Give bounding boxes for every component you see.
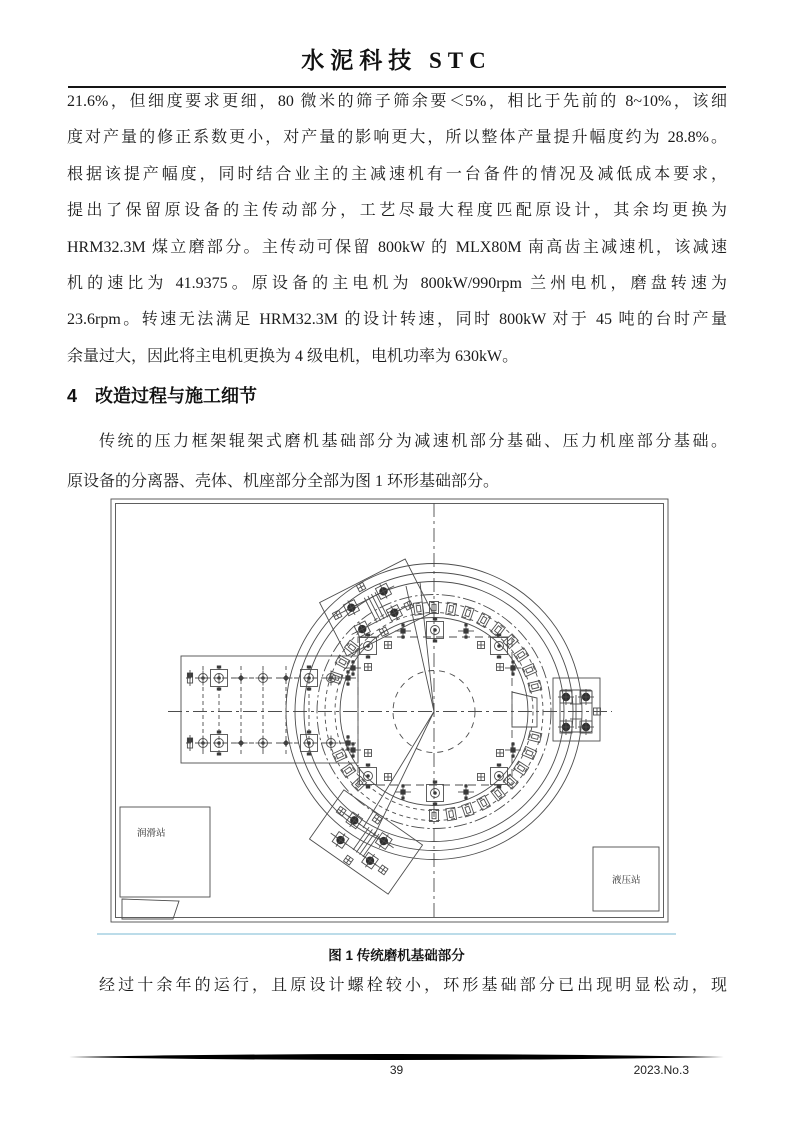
paragraph-3 <box>67 966 727 1006</box>
figure-divider-line <box>97 933 676 935</box>
body-line: 根据该提产幅度，同时结合业主的主减速机有一台备件的情况及减低成本要求， <box>67 165 727 183</box>
body-line: 余量过大，因此将主电机更换为 4 级电机，电机功率为 630kW。 <box>67 347 519 365</box>
body-line: HRM32.3M 煤立磨部分。主传动可保留 800kW 的 MLX80M 南高齿主减速机，该减速 <box>67 238 727 256</box>
footer-bar-shape <box>60 1050 733 1064</box>
footer-issue-label: 2023.No.3 <box>633 1063 689 1077</box>
lubrication-station-box <box>120 807 210 919</box>
paragraph-1 <box>67 84 727 375</box>
journal-title: 水泥科技 STC <box>301 48 492 73</box>
body-line: 度对产量的修正系数更小，对产量的影响更大，所以整体产量提升幅度约为 28.8%。 <box>67 129 727 147</box>
body-line: 传统的压力框架辊架式磨机基础部分为减速机部分基础、压力机座部分基础。 <box>99 433 727 450</box>
section-number: 4 <box>67 386 78 406</box>
body-line: 经过十余年的运行，且原设计螺栓较小，环形基础部分已出现明显松动，现 <box>99 977 727 994</box>
lower-left-anchor-group <box>309 790 422 894</box>
paragraph-2 <box>67 422 727 502</box>
footer-bar <box>60 1050 733 1064</box>
figure-outer-border <box>111 499 668 922</box>
body-line: 提出了保留原设备的主传动部分，工艺尽最大程度匹配原设计，其余均更换为 <box>67 202 727 220</box>
body-line: 21.6%，但细度要求更细，80 微米的筛子筛余要＜5%，相比于先前的 8~10%，该细 <box>67 93 727 110</box>
lubrication-station-label: 润滑站 <box>137 829 166 839</box>
figure-1 <box>105 495 680 927</box>
right-bolt-assembly <box>553 678 601 741</box>
body-line: 23.6rpm。转速无法满足 HRM32.3M 的设计转速，同时 800kW 对于 45 吨的台时产量 <box>67 311 727 329</box>
wedge-leader-lines <box>363 582 434 836</box>
section-heading <box>67 380 257 412</box>
figure-inner-border <box>116 504 664 918</box>
body-line: 机的速比为 41.9375。原设备的主电机为 800kW/990rpm 兰州电机，磨盘转速为 <box>67 274 727 292</box>
hydraulic-station-label: 液压站 <box>612 876 641 886</box>
section-title: 改造过程与施工细节 <box>95 386 258 406</box>
figure-caption: 图 1 传统磨机基础部分 <box>328 948 465 963</box>
figure-1-drawing <box>105 495 680 927</box>
body-line: 原设备的分离器、壳体、机座部分全部为图 1 环形基础部分。 <box>67 473 500 490</box>
footer-page-number: 39 <box>389 1063 404 1077</box>
